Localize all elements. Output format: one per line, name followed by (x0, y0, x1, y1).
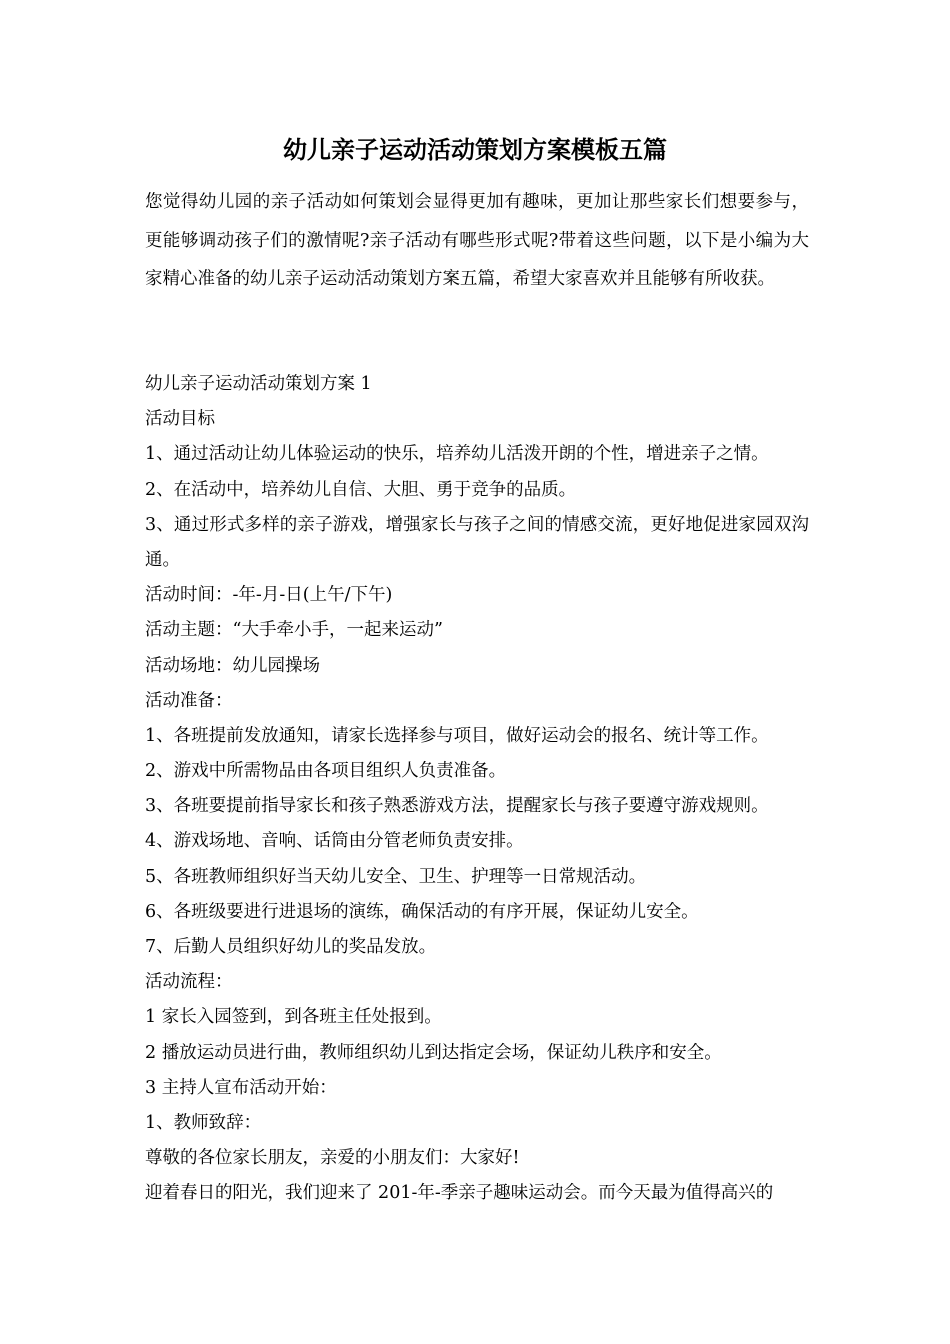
preparation-item: 2、游戏中所需物品由各项目组织人负责准备。 (145, 761, 507, 782)
process-item: 3 主持人宣布活动开始： (145, 1077, 337, 1098)
preparation-item: 3、各班要提前指导家长和孩子熟悉游戏方法，提醒家长与孩子要遵守游戏规则。 (145, 796, 769, 817)
document-title: 幼儿亲子运动活动策划方案模板五篇 (283, 135, 667, 164)
speech-heading: 1、教师致辞： (145, 1112, 262, 1133)
activity-time: 活动时间：-年-月-日(上午/下午) (145, 585, 393, 606)
preparation-item: 6、各班级要进行进退场的演练，确保活动的有序开展，保证幼儿安全。 (145, 901, 699, 922)
preparation-item: 1、各班提前发放通知，请家长选择参与项目，做好运动会的报名、统计等工作。 (145, 725, 769, 746)
process-item: 2 播放运动员进行曲，教师组织幼儿到达指定会场，保证幼儿秩序和安全。 (145, 1042, 722, 1063)
body-content (145, 367, 809, 1212)
preparation-item: 7、后勤人员组织好幼儿的奖品发放。 (145, 937, 437, 958)
subheading-preparation: 活动准备： (145, 690, 233, 711)
process-item: 1 家长入园签到，到各班主任处报到。 (145, 1007, 442, 1028)
speech-text: 迎着春日的阳光，我们迎来了 201-年-季亲子趣味运动会。而今天最为值得高兴的 (145, 1183, 774, 1204)
goal-item: 3、通过形式多样的亲子游戏，增强家长与孩子之间的情感交流，更好地促进家园双沟通。 (145, 514, 809, 570)
section-heading: 幼儿亲子运动活动策划方案 1 (145, 374, 372, 394)
activity-theme: 活动主题：“大手牵小手，一起来运动” (145, 620, 443, 641)
goal-item: 1、通过活动让幼儿体验运动的快乐，培养幼儿活泼开朗的个性，增进亲子之情。 (145, 444, 769, 465)
subheading-goals: 活动目标 (145, 409, 215, 430)
subheading-process: 活动流程： (145, 972, 233, 993)
preparation-item: 4、游戏场地、音响、话筒由分管老师负责安排。 (145, 831, 524, 852)
speech-text: 尊敬的各位家长朋友，亲爱的小朋友们：大家好! (145, 1148, 520, 1169)
activity-venue: 活动场地：幼儿园操场 (145, 655, 320, 676)
preparation-item: 5、各班教师组织好当天幼儿安全、卫生、护理等一日常规活动。 (145, 866, 647, 887)
intro-paragraph: 您觉得幼儿园的亲子活动如何策划会显得更加有趣味，更加让那些家长们想要参与，更能够调动孩子们的激情呢?亲子活动有哪些形式呢?带着这些问题，以下是小编为大家精心准备的幼儿亲子运动活动策划方案五篇，希望大家喜欢并且能够有所收获。 (145, 192, 809, 289)
goal-item: 2、在活动中，培养幼儿自信、大胆、勇于竞争的品质。 (145, 479, 577, 500)
